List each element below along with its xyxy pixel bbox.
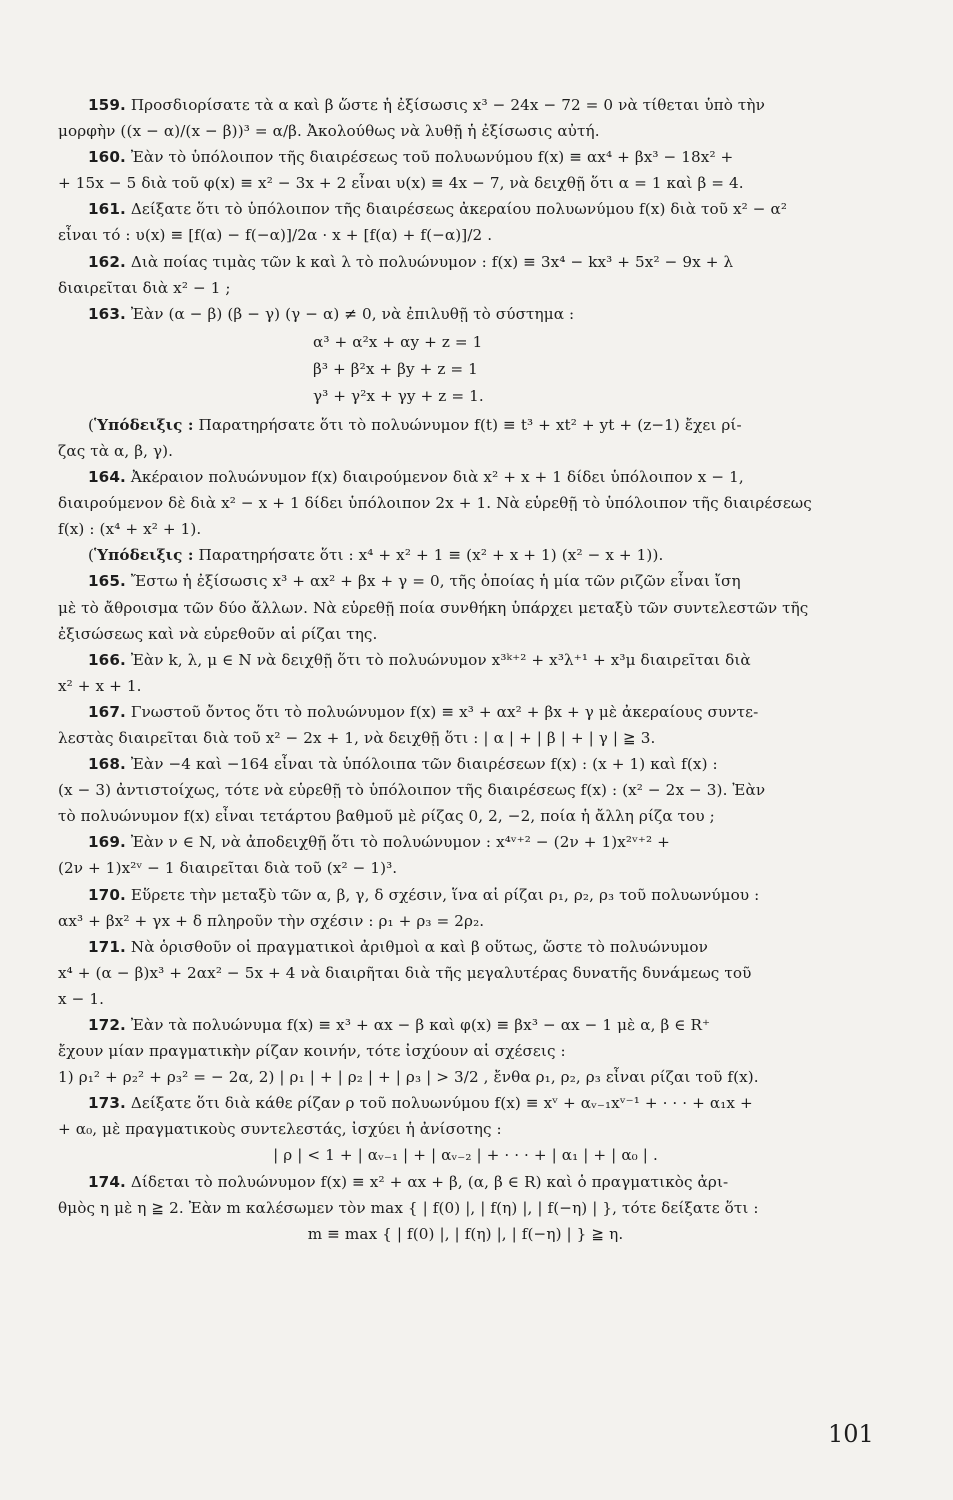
problem-170-line: αx³ + βx² + γx + δ πληροῦν τὴν σχέσιν : ρ₁ + ρ₃ = 2ρ₂. <box>58 911 485 930</box>
problem-173-inequality: | ρ | < 1 + | αᵥ₋₁ | + | αᵥ₋₂ | + · · · + | α₁ | + | α₀ | . <box>273 1146 658 1165</box>
problem-173-line: + α₀, μὲ πραγματικοὺς συντελεστάς, ἰσχύει ἡ ἀνίσοτης : <box>58 1120 502 1139</box>
problem-160-line: + 15x − 5 διὰ τοῦ φ(x) ≡ x² − 3x + 2 εἶναι υ(x) ≡ 4x − 7, νὰ δειχθῇ ὅτι α = 1 καὶ β = 4. <box>58 174 744 193</box>
problem-159: 159. Προσδιορίσατε τὰ α καὶ β ὥστε ἡ ἐξίσωσις x³ − 24x − 72 = 0 νὰ τίθεται ὑπὸ τὴν <box>88 96 765 114</box>
problem-172: 172. Ἐὰν τὰ πολυώνυμα f(x) ≡ x³ + αx − β καὶ φ(x) ≡ βx³ − αx − 1 μὲ α, β ∈ R⁺ <box>88 1016 711 1034</box>
problem-168-line: τὸ πολυώνυμον f(x) εἶναι τετάρτου βαθμοῦ μὲ ρίζας 0, 2, −2, ποία ἡ ἄλλη ρίζα του ; <box>58 807 715 826</box>
equation: γ³ + γ²x + γy + z = 1. <box>313 386 484 405</box>
problem-162-line: διαιρεῖται διὰ x² − 1 ; <box>58 278 231 297</box>
problem-166: 166. Ἐὰν k, λ, μ ∈ N νὰ δειχθῇ ὅτι τὸ πολυώνυμον x³ᵏ⁺² + x³λ⁺¹ + x³μ διαιρεῖται διὰ <box>88 650 751 669</box>
problem-174-formula: m ≡ max { | f(0) |, | f(η) |, | f(−η) | } ≧ η. <box>307 1224 624 1243</box>
problem-161: 161. Δείξατε ὅτι τὸ ὑπόλοιπον τῆς διαιρέσεως ἀκεραίου πολυωνύμου f(x) διὰ τοῦ x² − α² <box>88 200 788 219</box>
problem-174-line: θμὸς η μὲ η ≧ 2. Ἐὰν m καλέσωμεν τὸν max { | f(0) |, | f(η) |, | f(−η) | }, τότε δείξατε ὅτι : <box>58 1198 759 1217</box>
problem-169-line: (2ν + 1)x²ᵛ − 1 διαιρεῖται διὰ τοῦ (x² − 1)³. <box>58 859 398 878</box>
problem-163-hint: (Ὑπόδειξις : Παρατηρήσατε ὅτι τὸ πολυώνυμον f(t) ≡ t³ + xt² + yt + (z−1) ἔχει ρί- <box>88 415 742 434</box>
problem-163: 163. Ἐὰν (α − β) (β − γ) (γ − α) ≠ 0, νὰ ἐπιλυθῇ τὸ σύστημα : <box>88 304 575 323</box>
problem-163-hint-line: ζας τὰ α, β, γ). <box>58 441 174 460</box>
problem-170: 170. Εὕρετε τὴν μεταξὺ τῶν α, β, γ, δ σχέσιν, ἵνα αἱ ρίζαι ρ₁, ρ₂, ρ₃ τοῦ πολυωνύμου : <box>88 885 760 904</box>
problem-160: 160. Ἐὰν τὸ ὑπόλοιπον τῆς διαιρέσεως τοῦ πολυωνύμου f(x) ≡ αx⁴ + βx³ − 18x² + <box>88 148 734 167</box>
problem-172-line: 1) ρ₁² + ρ₂² + ρ₃² = − 2α, 2) | ρ₁ | + | ρ₂ | + | ρ₃ | > 3/2 , ἔνθα ρ₁, ρ₂, ρ₃ εἶναι ρίζαι τοῦ f(x). <box>58 1068 759 1087</box>
problem-168: 168. Ἐὰν −4 καὶ −164 εἶναι τὰ ὑπόλοιπα τῶν διαιρέσεων f(x) : (x + 1) καὶ f(x) : <box>88 755 718 774</box>
problem-164: 164. Ἀκέραιον πολυώνυμον f(x) διαιρούμενον διὰ x² + x + 1 δίδει ὑπόλοιπον x − 1, <box>88 468 744 487</box>
problem-159-line: μορφὴν ((x − α)/(x − β))³ = α/β. Ἀκολούθως νὰ λυθῇ ἡ ἐξίσωσις αὐτή. <box>58 122 600 141</box>
equation: β³ + β²x + βy + z = 1 <box>313 359 478 378</box>
equation: α³ + α²x + αy + z = 1 <box>313 332 483 351</box>
document-page <box>58 92 873 1247</box>
equation-system <box>58 329 873 410</box>
problem-165-line: ἐξισώσεως καὶ νὰ εὑρεθοῦν αἱ ρίζαι της. <box>58 624 378 643</box>
problem-164-line: f(x) : (x⁴ + x² + 1). <box>58 520 202 539</box>
problem-165-line: μὲ τὸ ἄθροισμα τῶν δύο ἄλλων. Νὰ εὑρεθῇ ποία συνθήκη ὑπάρχει μεταξὺ τῶν συντελεστῶν τῆς <box>58 598 809 617</box>
problem-162: 162. Διὰ ποίας τιμὰς τῶν k καὶ λ τὸ πολυώνυμον : f(x) ≡ 3x⁴ − kx³ + 5x² − 9x + λ <box>88 252 734 271</box>
page-number: 101 <box>828 1420 874 1448</box>
problem-171-line: x − 1. <box>58 989 105 1008</box>
problem-167: 167. Γνωστοῦ ὄντος ὅτι τὸ πολυώνυμον f(x) ≡ x³ + αx² + βx + γ μὲ ἀκεραίους συντε- <box>88 702 759 721</box>
problem-172-line: ἔχουν μίαν πραγματικὴν ρίζαν κοινήν, τότε ἰσχύουν αἱ σχέσεις : <box>58 1042 566 1061</box>
problem-171: 171. Νὰ ὁρισθοῦν οἱ πραγματικοὶ ἀριθμοὶ α καὶ β οὕτως, ὥστε τὸ πολυώνυμον <box>88 937 708 956</box>
problem-167-line: λεστὰς διαιρεῖται διὰ τοῦ x² − 2x + 1, νὰ δειχθῇ ὅτι : | α | + | β | + | γ | ≧ 3. <box>58 728 656 747</box>
problem-174: 174. Δίδεται τὸ πολυώνυμον f(x) ≡ x² + αx + β, (α, β ∈ R) καὶ ὁ πραγματικὸς ἀρι- <box>88 1172 729 1191</box>
problem-164-line: διαιρούμενον δὲ διὰ x² − x + 1 δίδει ὑπόλοιπον 2x + 1. Νὰ εὑρεθῇ τὸ ὑπόλοιπον τῆς διαιρέσεως <box>58 494 812 513</box>
problem-165: 165. Ἔστω ἡ ἐξίσωσις x³ + αx² + βx + γ = 0, τῆς ὁποίας ἡ μία τῶν ριζῶν εἶναι ἴση <box>88 572 741 591</box>
problem-161-line: εἶναι τό : υ(x) ≡ [f(α) − f(−α)]/2α · x + [f(α) + f(−α)]/2 . <box>58 226 493 245</box>
problem-164-hint: (Ὑπόδειξις : Παρατηρήσατε ὅτι : x⁴ + x² + 1 ≡ (x² + x + 1) (x² − x + 1)). <box>88 546 664 565</box>
problem-173: 173. Δείξατε ὅτι διὰ κάθε ρίζαν ρ τοῦ πολυωνύμου f(x) ≡ xᵛ + αᵥ₋₁xᵛ⁻¹ + · · · + α₁x + <box>88 1094 753 1113</box>
problem-168-line: (x − 3) ἀντιστοίχως, τότε νὰ εὑρεθῇ τὸ ὑπόλοιπον τῆς διαιρέσεως f(x) : (x² − 2x − 3). Ἐὰν <box>58 781 766 800</box>
problem-169: 169. Ἐὰν ν ∈ N, νὰ ἀποδειχθῇ ὅτι τὸ πολυώνυμον : x⁴ᵛ⁺² − (2ν + 1)x²ᵛ⁺² + <box>88 833 670 852</box>
problem-171-line: x⁴ + (α − β)x³ + 2αx² − 5x + 4 νὰ διαιρῆται διὰ τῆς μεγαλυτέρας δυνατῆς δυνάμεως τοῦ <box>58 963 752 982</box>
problem-166-line: x² + x + 1. <box>58 676 142 695</box>
